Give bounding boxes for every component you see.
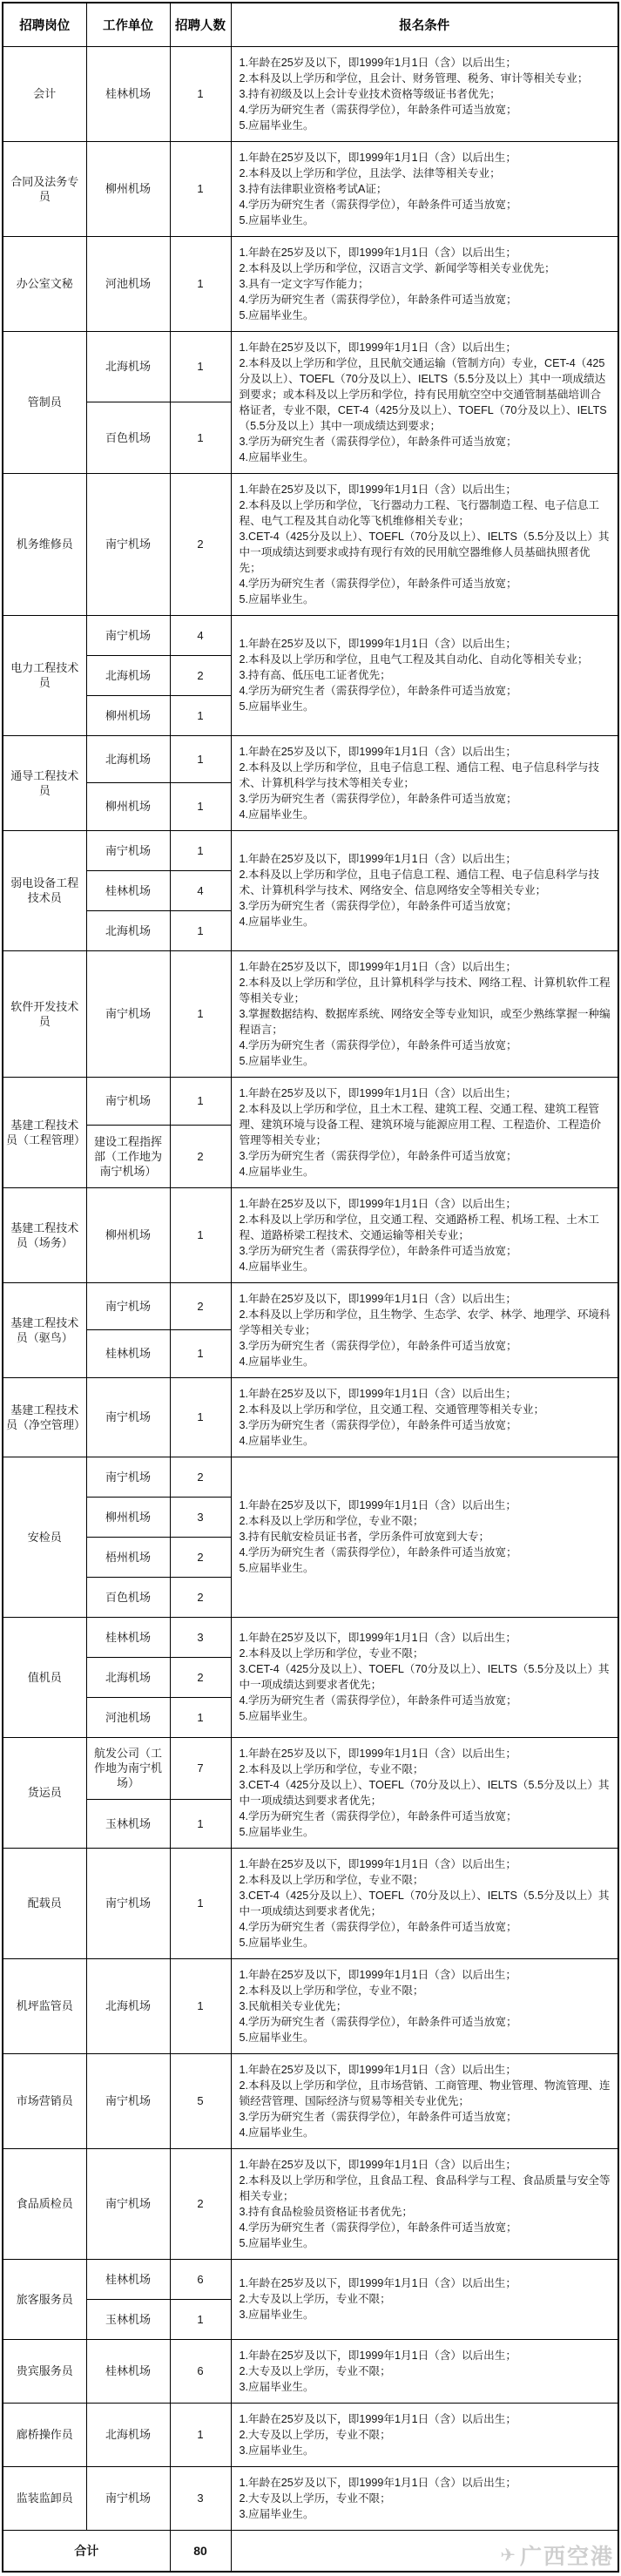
unit-cell: 南宁机场: [86, 1377, 170, 1457]
conditions-cell: [231, 1187, 618, 1282]
requirement-line: 1.年龄在25岁及以下，即1999年1月1日（含）以后出生；: [239, 151, 516, 164]
position-cell: 机坪监管员: [3, 1958, 86, 2053]
table-row: [3, 2339, 618, 2403]
unit-cell: 百色机场: [86, 1577, 170, 1617]
requirement-line: 3.CET-4（425分及以上）、TOEFL（70分及以上）、IELTS（5.5分及以上）其中一项成绩达到要求者优先；: [239, 1663, 610, 1691]
requirement-line: 2.大专及以上学历，专业不限；: [239, 2293, 391, 2305]
requirement-line: 1.年龄在25岁及以下，即1999年1月1日（含）以后出生；: [239, 1292, 516, 1305]
requirement-line: 1.年龄在25岁及以下，即1999年1月1日（含）以后出生；: [239, 1086, 516, 1099]
unit-cell: 南宁机场: [86, 615, 170, 655]
requirement-line: 3.CET-4（425分及以上）、TOEFL（70分及以上）、IELTS（5.5分及以上）其中一项成绩达到要求或持有现行有效的民用航空器维修人员基础执照者优先；: [239, 530, 610, 574]
total-row: [3, 2530, 618, 2572]
requirement-line: 3.学历为研究生者（需获得学位），年龄条件可适当放宽；: [239, 900, 517, 912]
count-cell: 6: [170, 2259, 231, 2299]
unit-cell: 桂林机场: [86, 1330, 170, 1378]
count-cell: 2: [170, 1657, 231, 1697]
count-cell: 6: [170, 2339, 231, 2403]
unit-cell: 柳州机场: [86, 1497, 170, 1537]
requirement-line: 3.学历为研究生者（需获得学位），年龄条件可适当放宽；: [239, 435, 517, 448]
requirement-line: 2.本科及以上学历和学位，专业不限；: [239, 1984, 424, 1997]
position-cell: 值机员: [3, 1617, 86, 1737]
unit-cell: 南宁机场: [86, 1848, 170, 1958]
requirement-line: 3.民航相关专业优先；: [239, 1999, 348, 2012]
count-cell: 1: [170, 735, 231, 783]
table-row: [3, 1958, 618, 2053]
count-cell: 1: [170, 1330, 231, 1378]
total-empty-cell: [231, 2530, 618, 2572]
count-cell: 1: [170, 1077, 231, 1125]
count-cell: 1: [170, 1800, 231, 1848]
header-unit: 工作单位: [86, 3, 170, 46]
conditions-cell: [231, 2053, 618, 2148]
table-row: [3, 331, 618, 402]
position-cell: 配载员: [3, 1848, 86, 1958]
requirement-line: 1.年龄在25岁及以下，即1999年1月1日（含）以后出生；: [239, 2476, 516, 2489]
conditions-cell: [231, 236, 618, 331]
unit-cell: 航发公司（工作地为南宁机场）: [86, 1737, 170, 1800]
position-cell: 货运员: [3, 1737, 86, 1848]
table-row: [3, 1457, 618, 1497]
position-cell: 会计: [3, 46, 86, 141]
count-cell: 2: [170, 1125, 231, 1187]
table-row: [3, 236, 618, 331]
position-cell: 基建工程技术员（净空管理）: [3, 1377, 86, 1457]
requirement-line: 4.学历为研究生者（需获得学位），年龄条件可适当放宽；: [239, 2015, 517, 2028]
count-cell: 2: [170, 1537, 231, 1577]
unit-cell: 北海机场: [86, 331, 170, 402]
unit-cell: 南宁机场: [86, 950, 170, 1077]
conditions-cell: [231, 46, 618, 141]
requirement-line: 3.应届毕业生。: [239, 2380, 314, 2393]
requirement-line: 5.应届毕业生。: [239, 1054, 314, 1067]
requirement-line: 4.应届毕业生。: [239, 2126, 314, 2139]
conditions-cell: [231, 615, 618, 735]
count-cell: 1: [170, 1848, 231, 1958]
table-row: [3, 2403, 618, 2466]
conditions-cell: [231, 331, 618, 473]
position-cell: 旅客服务员: [3, 2259, 86, 2339]
requirement-line: 5.应届毕业生。: [239, 2236, 314, 2249]
conditions-cell: [231, 1617, 618, 1737]
recruitment-table: [2, 2, 619, 2573]
conditions-cell: [231, 830, 618, 950]
requirement-line: 1.年龄在25岁及以下，即1999年1月1日（含）以后出生；: [239, 483, 516, 496]
requirement-line: 5.应届毕业生。: [239, 1936, 314, 1949]
count-cell: 2: [170, 1577, 231, 1617]
count-cell: 1: [170, 695, 231, 735]
requirement-line: 2.大专及以上学历，专业不限；: [239, 2491, 391, 2505]
unit-cell: 北海机场: [86, 735, 170, 783]
requirement-line: 1.年龄在25岁及以下，即1999年1月1日（含）以后出生；: [239, 2063, 516, 2076]
requirement-line: 2.本科及以上学历和学位，汉语言文学、新闻学等相关专业优先；: [239, 261, 556, 274]
requirement-line: 4.学历为研究生者（需获得学位），年龄条件可适当放宽；: [239, 293, 517, 306]
header-count: 招聘人数: [170, 3, 231, 46]
requirement-line: 1.年龄在25岁及以下，即1999年1月1日（含）以后出生；: [239, 853, 516, 865]
count-cell: 1: [170, 236, 231, 331]
unit-cell: 北海机场: [86, 1958, 170, 2053]
conditions-cell: [231, 1282, 618, 1377]
unit-cell: 河池机场: [86, 236, 170, 331]
requirement-line: 2.本科及以上学历和学位，且食品工程、食品科学与工程、食品质量与安全等相关专业；: [239, 2174, 611, 2202]
position-cell: 办公室文秘: [3, 236, 86, 331]
position-cell: 食品质检员: [3, 2148, 86, 2259]
count-cell: 2: [170, 1457, 231, 1497]
table-row: [3, 46, 618, 141]
table-row: [3, 1737, 618, 1800]
unit-cell: 柳州机场: [86, 141, 170, 236]
position-cell: 软件开发技术员: [3, 950, 86, 1077]
requirement-line: 4.学历为研究生者（需获得学位），年龄条件可适当放宽；: [239, 685, 517, 697]
requirement-line: 3.应届毕业生。: [239, 2309, 314, 2321]
position-cell: 基建工程技术员（场务）: [3, 1187, 86, 1282]
requirement-line: 4.应届毕业生。: [239, 1165, 314, 1178]
requirement-line: 3.具有一定文字写作能力；: [239, 277, 369, 290]
requirement-line: 2.本科及以上学历和学位，且民航交通运输（管制方向）专业，CET-4（425分及以上）、TOEFL（70分及以上）、IELTS（5.5分及以上）其中一项成绩达到要求；或本科及以上学历和学位，持有民用航空空中交通管制基础培训合格证者，专业不限，CET-4（425分及以上）、TOEFL（70分及以上）、IELTS（5.5分及以上）其中一项成绩达到要求；: [239, 356, 607, 432]
watermark-text: 广西空港: [519, 2545, 614, 2569]
requirement-line: 2.大专及以上学历，专业不限；: [239, 2364, 391, 2377]
requirement-line: 2.本科及以上学历和学位，且电子信息工程、通信工程、电子信息科学与技术、计算机科学与技术等相关专业；: [239, 761, 600, 789]
requirement-line: 1.年龄在25岁及以下，即1999年1月1日（含）以后出生；: [239, 2158, 516, 2171]
count-cell: 1: [170, 46, 231, 141]
table-row: [3, 1282, 618, 1330]
unit-cell: 建设工程指挥部（工作地为南宁机场）: [86, 1125, 170, 1187]
table-row: [3, 2053, 618, 2148]
unit-cell: 南宁机场: [86, 1457, 170, 1497]
count-cell: 1: [170, 830, 231, 870]
count-cell: 3: [170, 1617, 231, 1657]
requirement-line: 5.应届毕业生。: [239, 213, 314, 226]
table-row: [3, 2466, 618, 2530]
unit-cell: 北海机场: [86, 2403, 170, 2466]
unit-cell: 南宁机场: [86, 1282, 170, 1330]
requirement-line: 4.学历为研究生者（需获得学位），年龄条件可适当放宽；: [239, 103, 517, 116]
requirement-line: 3.学历为研究生者（需获得学位），年龄条件可适当放宽；: [239, 792, 517, 805]
requirement-line: 1.年龄在25岁及以下，即1999年1月1日（含）以后出生；: [239, 1197, 516, 1210]
requirement-line: 2.本科及以上学历和学位，专业不限；: [239, 1762, 424, 1775]
requirement-line: 2.本科及以上学历和学位，且计算机科学与技术、网络工程、计算机软件工程等相关专业；: [239, 976, 611, 1004]
requirement-line: 5.应届毕业生。: [239, 1825, 314, 1838]
requirement-line: 3.应届毕业生。: [239, 2444, 314, 2457]
count-cell: 4: [170, 870, 231, 910]
unit-cell: 南宁机场: [86, 1077, 170, 1125]
requirement-line: 2.本科及以上学历和学位，且电气工程及其自动化、自动化等相关专业；: [239, 653, 589, 666]
conditions-cell: [231, 1377, 618, 1457]
unit-cell: 河池机场: [86, 1697, 170, 1737]
position-cell: 电力工程技术员: [3, 615, 86, 735]
requirement-line: 1.年龄在25岁及以下，即1999年1月1日（含）以后出生；: [239, 1632, 516, 1644]
unit-cell: 南宁机场: [86, 2148, 170, 2259]
requirement-line: 1.年龄在25岁及以下，即1999年1月1日（含）以后出生；: [239, 745, 516, 758]
requirement-line: 4.学历为研究生者（需获得学位），年龄条件可适当放宽；: [239, 1694, 517, 1707]
requirement-line: 5.应届毕业生。: [239, 2031, 314, 2044]
unit-cell: 北海机场: [86, 910, 170, 950]
conditions-cell: [231, 473, 618, 615]
requirement-line: 2.本科及以上学历和学位，且交通工程、交通管理等相关专业；: [239, 1403, 545, 1416]
unit-cell: 柳州机场: [86, 1187, 170, 1282]
count-cell: 2: [170, 473, 231, 615]
count-cell: 1: [170, 2403, 231, 2466]
total-value: 80: [170, 2530, 231, 2572]
table-row: [3, 615, 618, 655]
table-row: [3, 1848, 618, 1958]
requirement-line: 5.应届毕业生。: [239, 118, 314, 132]
requirement-line: 1.年龄在25岁及以下，即1999年1月1日（含）以后出生；: [239, 1857, 516, 1870]
position-cell: 市场营销员: [3, 2053, 86, 2148]
requirement-line: 5.应届毕业生。: [239, 1562, 314, 1574]
conditions-cell: [231, 2466, 618, 2530]
requirement-line: 5.应届毕业生。: [239, 308, 314, 321]
requirement-line: 1.年龄在25岁及以下，即1999年1月1日（含）以后出生；: [239, 56, 516, 69]
position-cell: 机务维修员: [3, 473, 86, 615]
requirement-line: 4.学历为研究生者（需获得学位），年龄条件可适当放宽；: [239, 198, 517, 211]
requirement-line: 4.应届毕业生。: [239, 1434, 314, 1447]
unit-cell: 百色机场: [86, 402, 170, 474]
requirement-line: 3.学历为研究生者（需获得学位），年龄条件可适当放宽；: [239, 1339, 517, 1352]
requirement-line: 1.年龄在25岁及以下，即1999年1月1日（含）以后出生；: [239, 960, 516, 973]
position-cell: 监装监卸员: [3, 2466, 86, 2530]
unit-cell: 桂林机场: [86, 870, 170, 910]
table-header-row: [3, 3, 618, 46]
requirement-line: 3.学历为研究生者（需获得学位），年龄条件可适当放宽；: [239, 1418, 517, 1431]
requirement-line: 4.学历为研究生者（需获得学位），年龄条件可适当放宽；: [239, 1038, 517, 1051]
requirement-line: 3.CET-4（425分及以上）、TOEFL（70分及以上）、IELTS（5.5分及以上）其中一项成绩达到要求者优先；: [239, 1889, 610, 1917]
requirement-line: 4.应届毕业生。: [239, 808, 314, 821]
conditions-cell: [231, 1958, 618, 2053]
header-conditions: 报名条件: [231, 3, 618, 46]
requirement-line: 4.应届毕业生。: [239, 1260, 314, 1273]
requirement-line: 4.学历为研究生者（需获得学位），年龄条件可适当放宽；: [239, 1920, 517, 1933]
unit-cell: 桂林机场: [86, 1617, 170, 1657]
guangxi-airport-logo-icon: ✈: [500, 2545, 516, 2566]
unit-cell: 玉林机场: [86, 1800, 170, 1848]
requirement-line: 1.年龄在25岁及以下，即1999年1月1日（含）以后出生；: [239, 638, 516, 650]
conditions-cell: [231, 141, 618, 236]
requirement-line: 1.年龄在25岁及以下，即1999年1月1日（含）以后出生；: [239, 1387, 516, 1400]
unit-cell: 玉林机场: [86, 2299, 170, 2339]
count-cell: 2: [170, 655, 231, 695]
conditions-cell: [231, 950, 618, 1077]
unit-cell: 南宁机场: [86, 830, 170, 870]
requirement-line: 2.本科及以上学历和学位，且土木工程、建筑工程、交通工程、建筑工程管理、建筑环境与设备工程、建筑环境与能源应用工程、工程造价、工程造价管理等相关专业；: [239, 1102, 602, 1146]
unit-cell: 北海机场: [86, 655, 170, 695]
requirement-line: 1.年龄在25岁及以下，即1999年1月1日（含）以后出生；: [239, 1968, 516, 1981]
conditions-cell: [231, 2339, 618, 2403]
requirement-line: 5.应届毕业生。: [239, 592, 314, 605]
conditions-cell: [231, 1737, 618, 1848]
unit-cell: 柳州机场: [86, 783, 170, 831]
count-cell: 1: [170, 2299, 231, 2339]
requirement-line: 3.CET-4（425分及以上）、TOEFL（70分及以上）、IELTS（5.5分及以上）其中一项成绩达到要求者优先；: [239, 1778, 610, 1807]
conditions-cell: [231, 2403, 618, 2466]
requirement-line: 1.年龄在25岁及以下，即1999年1月1日（含）以后出生；: [239, 2412, 516, 2425]
count-cell: 3: [170, 1497, 231, 1537]
requirement-line: 2.大专及以上学历，专业不限；: [239, 2428, 391, 2441]
position-cell: 弱电设备工程技术员: [3, 830, 86, 950]
requirement-line: 5.应届毕业生。: [239, 700, 314, 713]
table-row: [3, 1187, 618, 1282]
position-cell: 贵宾服务员: [3, 2339, 86, 2403]
conditions-cell: [231, 1848, 618, 1958]
position-cell: 基建工程技术员（驱鸟）: [3, 1282, 86, 1377]
requirement-line: 3.掌握数据结构、数据库系统、网络安全等专业知识，或至少熟练掌握一种编程语言；: [239, 1007, 611, 1036]
unit-cell: 桂林机场: [86, 2339, 170, 2403]
requirement-line: 3.持有高、低压电工证者优先；: [239, 669, 391, 681]
count-cell: 3: [170, 2466, 231, 2530]
unit-cell: 南宁机场: [86, 2053, 170, 2148]
requirement-line: 1.年龄在25岁及以下，即1999年1月1日（含）以后出生；: [239, 2349, 516, 2362]
count-cell: 2: [170, 2148, 231, 2259]
requirement-line: 2.本科及以上学历和学位，且生物学、生态学、农学、林学、地理学、环境科学等相关专业；: [239, 1308, 611, 1336]
table-row: [3, 950, 618, 1077]
table-row: [3, 830, 618, 870]
requirement-line: 2.本科及以上学历和学位，且法学、法律等相关专业；: [239, 166, 501, 179]
count-cell: 7: [170, 1737, 231, 1800]
requirement-line: 3.持有法律职业资格考试A证；: [239, 182, 388, 195]
count-cell: 2: [170, 1282, 231, 1330]
conditions-cell: [231, 1077, 618, 1187]
unit-cell: 桂林机场: [86, 46, 170, 141]
requirement-line: 3.学历为研究生者（需获得学位），年龄条件可适当放宽；: [239, 1149, 517, 1162]
requirement-line: 2.本科及以上学历和学位，且市场营销、工商管理、物业管理、物流管理、连锁经营管理、国际经济与贸易等相关专业优先；: [239, 2079, 611, 2107]
count-cell: 1: [170, 783, 231, 831]
requirement-line: 3.学历为研究生者（需获得学位），年龄条件可适当放宽；: [239, 2110, 517, 2123]
conditions-cell: [231, 2259, 618, 2339]
table-row: [3, 735, 618, 783]
table-row: [3, 141, 618, 236]
count-cell: 1: [170, 1958, 231, 2053]
table-row: [3, 1377, 618, 1457]
unit-cell: 南宁机场: [86, 473, 170, 615]
requirement-line: 2.本科及以上学历和学位，且会计、财务管理、税务、审计等相关专业；: [239, 71, 589, 85]
requirement-line: 3.持有食品检验员资格证书者优先；: [239, 2205, 413, 2218]
table-row: [3, 2148, 618, 2259]
count-cell: 1: [170, 1377, 231, 1457]
requirement-line: 5.应届毕业生。: [239, 1710, 314, 1722]
requirement-line: 2.本科及以上学历和学位，专业不限；: [239, 1873, 424, 1886]
requirement-line: 4.学历为研究生者（需获得学位），年龄条件可适当放宽；: [239, 2221, 517, 2234]
unit-cell: 北海机场: [86, 1657, 170, 1697]
requirement-line: 1.年龄在25岁及以下，即1999年1月1日（含）以后出生；: [239, 2277, 516, 2289]
table-row: [3, 473, 618, 615]
header-position: 招聘岗位: [3, 3, 86, 46]
table-row: [3, 1077, 618, 1125]
requirement-line: 3.持有初级及以上会计专业技术资格等级证书者优先；: [239, 87, 501, 100]
requirement-line: 3.持有民航安检员证书者，学历条件可放宽到大专；: [239, 1531, 490, 1543]
table-row: [3, 2259, 618, 2299]
requirement-line: 4.应届毕业生。: [239, 1355, 314, 1368]
unit-cell: 南宁机场: [86, 2466, 170, 2530]
requirement-line: 4.应届毕业生。: [239, 916, 314, 928]
count-cell: 1: [170, 141, 231, 236]
requirement-line: 2.本科及以上学历和学位，专业不限；: [239, 1647, 424, 1660]
position-cell: 安检员: [3, 1457, 86, 1617]
requirement-line: 1.年龄在25岁及以下，即1999年1月1日（含）以后出生；: [239, 1747, 516, 1760]
count-cell: 5: [170, 2053, 231, 2148]
table-row: [3, 1617, 618, 1657]
requirement-line: 4.学历为研究生者（需获得学位），年龄条件可适当放宽；: [239, 577, 517, 590]
position-cell: 通导工程技术员: [3, 735, 86, 830]
requirement-line: 2.本科及以上学历和学位，且电子信息工程、通信工程、电子信息科学与技术、计算机科学与技术、网络安全、信息网络安全等相关专业；: [239, 869, 600, 896]
requirement-line: 4.学历为研究生者（需获得学位），年龄条件可适当放宽；: [239, 1546, 517, 1558]
requirement-line: 1.年龄在25岁及以下，即1999年1月1日（含）以后出生；: [239, 1499, 516, 1511]
total-label: 合计: [3, 2530, 170, 2572]
count-cell: 1: [170, 402, 231, 474]
count-cell: 4: [170, 615, 231, 655]
requirement-line: 3.应届毕业生。: [239, 2507, 314, 2520]
requirement-line: 1.年龄在25岁及以下，即1999年1月1日（含）以后出生；: [239, 246, 516, 259]
count-cell: 1: [170, 1697, 231, 1737]
requirement-line: 4.学历为研究生者（需获得学位），年龄条件可适当放宽；: [239, 1809, 517, 1822]
count-cell: 1: [170, 1187, 231, 1282]
requirement-line: 3.学历为研究生者（需获得学位），年龄条件可适当放宽；: [239, 1244, 517, 1257]
unit-cell: 梧州机场: [86, 1537, 170, 1577]
position-cell: 基建工程技术员（工程管理）: [3, 1077, 86, 1187]
requirement-line: 2.本科及以上学历和学位，飞行器动力工程、飞行器制造工程、电子信息工程、电气工程及其自动化等飞机维修相关专业；: [239, 498, 600, 527]
count-cell: 1: [170, 950, 231, 1077]
position-cell: 合同及法务专员: [3, 141, 86, 236]
position-cell: 廊桥操作员: [3, 2403, 86, 2466]
position-cell: 管制员: [3, 331, 86, 473]
unit-cell: 柳州机场: [86, 695, 170, 735]
conditions-cell: [231, 735, 618, 830]
conditions-cell: [231, 1457, 618, 1617]
conditions-cell: [231, 2148, 618, 2259]
count-cell: 1: [170, 331, 231, 402]
requirement-line: 2.本科及以上学历和学位，专业不限；: [239, 1515, 424, 1527]
requirement-line: 2.本科及以上学历和学位，且交通工程、交通路桥工程、机场工程、土木工程、道路桥梁工程技术、交通运输等相关专业；: [239, 1213, 600, 1241]
count-cell: 1: [170, 910, 231, 950]
requirement-line: 1.年龄在25岁及以下，即1999年1月1日（含）以后出生；: [239, 341, 516, 354]
unit-cell: 桂林机场: [86, 2259, 170, 2299]
table-body: [3, 46, 618, 2530]
requirement-line: 4.应届毕业生。: [239, 450, 314, 463]
